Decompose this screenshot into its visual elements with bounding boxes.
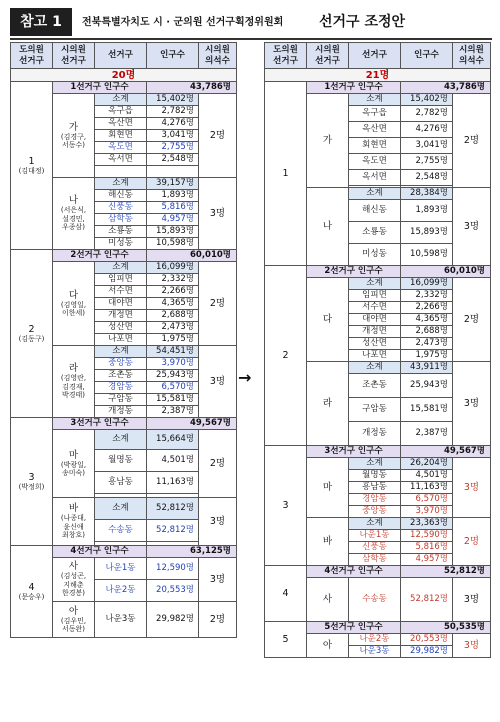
left-da-dong: 나포면 <box>95 334 147 346</box>
right-da-dong: 성산면 <box>349 338 401 350</box>
left-ra-pop: 25,943명 <box>147 370 199 382</box>
right-d4-label: 4선거구 인구수 <box>307 566 401 578</box>
left-ga-subtotal: 15,402명 <box>147 94 199 106</box>
left-da-dong: 성산면 <box>95 322 147 334</box>
left-na-dong: 소룡동 <box>95 226 147 238</box>
left-da-subtotal-label: 소계 <box>95 262 147 274</box>
current-districts-table <box>10 42 237 638</box>
right-da-subtotal-label: 소계 <box>349 278 401 290</box>
left-na-seats: 3명 <box>199 178 237 250</box>
left-na-subtotal: 39,157명 <box>147 178 199 190</box>
right-a-pop: 29,982명 <box>401 646 453 658</box>
right-ma-dong: 경암동 <box>349 494 401 506</box>
left-ga-dong: 옥산면 <box>95 118 147 130</box>
right-da-pop: 4,365명 <box>401 314 453 326</box>
left-ra-subtotal: 54,451명 <box>147 346 199 358</box>
left-ba-subtotal: 52,812명 <box>147 498 199 520</box>
left-gu-sa: 사 (김성곤, 지해춘 한경봉) <box>53 558 95 602</box>
left-ma-subtotal-label: 소계 <box>95 430 147 450</box>
right-gu-na: 나 <box>307 188 349 266</box>
right-a-dong: 나운2동 <box>349 634 401 646</box>
right-ga-dong: 옥도면 <box>349 154 401 170</box>
left-gu-na: 나 (서은식, 설경민, 우종삼) <box>53 178 95 250</box>
right-council-count: 21명 <box>265 69 491 82</box>
right-ga-pop: 4,276명 <box>401 122 453 138</box>
right-ba-subtotal: 23,363명 <box>401 518 453 530</box>
left-ga-pop: 4,276명 <box>147 118 199 130</box>
left-da-dong: 대야면 <box>95 298 147 310</box>
left-na-pop: 1,893명 <box>147 190 199 202</box>
right-ma-pop: 6,570명 <box>401 494 453 506</box>
right-ra-dong: 조촌동 <box>349 374 401 398</box>
left-a-dong: 나운3동 <box>95 602 147 638</box>
right-da-seats: 2명 <box>453 278 491 362</box>
left-na-pop: 4,957명 <box>147 214 199 226</box>
left-na-dong: 미성동 <box>95 238 147 250</box>
right-da-subtotal: 16,099명 <box>401 278 453 290</box>
left-ma-pop: 11,163명 <box>147 472 199 494</box>
col-header-population: 인구수 <box>147 43 199 69</box>
left-d1-label: 1선거구 인구수 <box>53 82 147 94</box>
right-d5-label: 5선거구 인구수 <box>307 622 401 634</box>
left-sa-pop: 20,553명 <box>147 580 199 602</box>
left-table-body <box>11 43 237 638</box>
left-a-pop: 29,982명 <box>147 602 199 638</box>
right-district-4: 4 <box>265 566 307 622</box>
right-gu-a: 아 <box>307 634 349 658</box>
left-gu-ra: 라 (김영란, 김경재, 박경태) <box>53 346 95 418</box>
left-ra-subtotal-label: 소계 <box>95 346 147 358</box>
left-a-seats: 2명 <box>199 602 237 638</box>
col-header-province: 도의원 선거구 <box>11 43 53 69</box>
right-ba-dong: 신풍동 <box>349 542 401 554</box>
right-ra-subtotal-label: 소계 <box>349 362 401 374</box>
right-ba-subtotal-label: 소계 <box>349 518 401 530</box>
right-ma-subtotal-label: 소계 <box>349 458 401 470</box>
left-da-pop: 4,365명 <box>147 298 199 310</box>
right-na-subtotal: 28,384명 <box>401 188 453 200</box>
committee-title: 전북특별자치도 시 · 군의원 선거구획정위원회 <box>82 17 284 28</box>
left-ra-seats: 3명 <box>199 346 237 418</box>
right-district-3: 3 <box>265 446 307 566</box>
right-na-pop: 10,598명 <box>401 244 453 266</box>
right-da-dong: 대야면 <box>349 314 401 326</box>
right-ba-pop: 12,590명 <box>401 530 453 542</box>
right-ma-pop: 3,970명 <box>401 506 453 518</box>
page-header <box>10 8 492 36</box>
left-ra-dong: 경암동 <box>95 382 147 394</box>
left-council-count: 20명 <box>11 69 237 82</box>
right-na-dong: 해신동 <box>349 200 401 222</box>
right-ga-dong: 회현면 <box>349 138 401 154</box>
right-ra-dong: 개정동 <box>349 422 401 446</box>
left-gu-da: 다 (김영일, 이한세) <box>53 262 95 346</box>
left-da-dong: 임피면 <box>95 274 147 286</box>
left-ra-pop: 6,570명 <box>147 382 199 394</box>
right-ga-dong: 옥산면 <box>349 122 401 138</box>
right-na-pop: 15,893명 <box>401 222 453 244</box>
left-na-pop: 5,816명 <box>147 202 199 214</box>
left-ba-pop: 52,812명 <box>147 520 199 542</box>
right-d3-label: 3선거구 인구수 <box>307 446 401 458</box>
col-header-province: 도의원 선거구 <box>265 43 307 69</box>
right-da-pop: 2,688명 <box>401 326 453 338</box>
col-header-seats: 시의원 의석수 <box>199 43 237 69</box>
right-da-dong: 임피면 <box>349 290 401 302</box>
left-da-pop: 2,332명 <box>147 274 199 286</box>
left-ra-pop: 3,970명 <box>147 358 199 370</box>
right-d5-total: 50,535명 <box>401 622 491 634</box>
right-ra-dong: 구암동 <box>349 398 401 422</box>
right-ba-dong: 나운1동 <box>349 530 401 542</box>
right-da-pop: 1,975명 <box>401 350 453 362</box>
right-gu-ba: 바 <box>307 518 349 566</box>
left-ga-dong: 옥도면 <box>95 142 147 154</box>
left-ga-pop: 2,755명 <box>147 142 199 154</box>
left-gu-ma: 마 (박광일, 송미숙) <box>53 430 95 498</box>
left-district-2: 2 (김동구) <box>11 250 53 418</box>
left-da-pop: 1,975명 <box>147 334 199 346</box>
left-d2-total: 60,010명 <box>147 250 237 262</box>
right-d2-label: 2선거구 인구수 <box>307 266 401 278</box>
right-gu-ra: 라 <box>307 362 349 446</box>
right-ga-pop: 2,548명 <box>401 170 453 186</box>
left-na-dong: 신풍동 <box>95 202 147 214</box>
right-d3-total: 49,567명 <box>401 446 491 458</box>
right-da-pop: 2,266명 <box>401 302 453 314</box>
left-ra-dong: 조촌동 <box>95 370 147 382</box>
col-header-district: 선거구 <box>95 43 147 69</box>
left-ra-dong: 구암동 <box>95 394 147 406</box>
proposal-title: 선거구 조정안 <box>319 14 406 30</box>
left-district-3: 3 (박정희) <box>11 418 53 546</box>
reference-badge: 참고 1 <box>10 8 72 36</box>
left-da-dong: 서수면 <box>95 286 147 298</box>
right-sa-seats: 3명 <box>453 578 491 622</box>
left-sa-seats: 3명 <box>199 558 237 602</box>
left-na-subtotal-label: 소계 <box>95 178 147 190</box>
left-ga-dong: 옥구읍 <box>95 106 147 118</box>
col-header-population: 인구수 <box>401 43 453 69</box>
left-da-pop: 2,473명 <box>147 322 199 334</box>
left-d3-total: 49,567명 <box>147 418 237 430</box>
col-header-city: 시의원 선거구 <box>307 43 349 69</box>
left-ga-pop: 2,548명 <box>147 154 199 166</box>
left-ga-dong: 옥서면 <box>95 154 147 166</box>
right-a-pop: 20,553명 <box>401 634 453 646</box>
right-d4-total: 52,812명 <box>401 566 491 578</box>
proposed-districts-table <box>264 42 491 658</box>
right-ga-pop: 2,782명 <box>401 106 453 122</box>
right-ma-subtotal: 26,204명 <box>401 458 453 470</box>
right-d2-total: 60,010명 <box>401 266 491 278</box>
left-d4-total: 63,125명 <box>147 546 237 558</box>
right-d1-total: 43,786명 <box>401 82 491 94</box>
right-ga-seats: 2명 <box>453 94 491 188</box>
left-na-dong: 해신동 <box>95 190 147 202</box>
left-sa-pop: 12,590명 <box>147 558 199 580</box>
left-ra-pop: 2,387명 <box>147 406 199 418</box>
left-d3-label: 3선거구 인구수 <box>53 418 147 430</box>
left-ra-dong: 중앙동 <box>95 358 147 370</box>
col-header-city: 시의원 선거구 <box>53 43 95 69</box>
left-gu-ba: 바 (나종대, 윤신애 최창호) <box>53 498 95 546</box>
left-ma-dong: 흥남동 <box>95 472 147 494</box>
right-a-dong: 나운3동 <box>349 646 401 658</box>
right-na-seats: 3명 <box>453 188 491 266</box>
right-table-body <box>265 43 491 658</box>
left-ga-seats: 2명 <box>199 94 237 178</box>
right-district-5: 5 <box>265 622 307 658</box>
left-na-pop: 15,893명 <box>147 226 199 238</box>
right-ba-pop: 4,957명 <box>401 554 453 566</box>
right-na-pop: 1,893명 <box>401 200 453 222</box>
left-ga-dong: 회현면 <box>95 130 147 142</box>
right-ba-pop: 5,816명 <box>401 542 453 554</box>
left-sa-dong: 나운1동 <box>95 558 147 580</box>
right-d1-label: 1선거구 인구수 <box>307 82 401 94</box>
right-gu-ma: 마 <box>307 458 349 518</box>
right-ma-dong: 흥남동 <box>349 482 401 494</box>
left-district-1: 1 (김대정) <box>11 82 53 250</box>
col-header-seats: 시의원 의석수 <box>453 43 491 69</box>
left-ba-seats: 3명 <box>199 498 237 546</box>
right-ma-seats: 3명 <box>453 458 491 518</box>
right-district-1: 1 <box>265 82 307 266</box>
left-gu-a: 아 (김우민, 서동완) <box>53 602 95 638</box>
left-da-seats: 2명 <box>199 262 237 346</box>
right-ga-pop: 2,755명 <box>401 154 453 170</box>
right-gu-da: 다 <box>307 278 349 362</box>
right-da-dong: 개정면 <box>349 326 401 338</box>
left-d4-label: 4선거구 인구수 <box>53 546 147 558</box>
right-ra-pop: 2,387명 <box>401 422 453 446</box>
arrow-right-icon: → <box>238 368 252 387</box>
left-ma-seats: 2명 <box>199 430 237 498</box>
left-d1-total: 43,786명 <box>147 82 237 94</box>
left-gu-ga: 가 (김경구, 서동수) <box>53 94 95 178</box>
left-ma-pop: 4,501명 <box>147 450 199 472</box>
right-ra-pop: 15,581명 <box>401 398 453 422</box>
left-ma-subtotal: 15,664명 <box>147 430 199 450</box>
right-ma-dong: 중앙동 <box>349 506 401 518</box>
left-na-dong: 삼학동 <box>95 214 147 226</box>
right-ra-seats: 3명 <box>453 362 491 446</box>
left-ba-subtotal-label: 소계 <box>95 498 147 520</box>
right-da-dong: 나포면 <box>349 350 401 362</box>
right-ga-dong: 옥서면 <box>349 170 401 186</box>
col-header-district: 선거구 <box>349 43 401 69</box>
left-da-dong: 개정면 <box>95 310 147 322</box>
left-da-subtotal: 16,099명 <box>147 262 199 274</box>
left-d2-label: 2선거구 인구수 <box>53 250 147 262</box>
right-ra-pop: 25,943명 <box>401 374 453 398</box>
right-da-dong: 서수면 <box>349 302 401 314</box>
left-ga-pop: 3,041명 <box>147 130 199 142</box>
left-da-pop: 2,688명 <box>147 310 199 322</box>
right-a-seats: 3명 <box>453 634 491 658</box>
left-ga-subtotal-label: 소계 <box>95 94 147 106</box>
left-ma-dong: 월명동 <box>95 450 147 472</box>
right-ga-dong: 옥구읍 <box>349 106 401 122</box>
right-da-pop: 2,332명 <box>401 290 453 302</box>
left-ra-dong: 개정동 <box>95 406 147 418</box>
left-ba-dong: 수송동 <box>95 520 147 542</box>
right-ba-seats: 2명 <box>453 518 491 566</box>
right-ra-subtotal: 43,911명 <box>401 362 453 374</box>
right-ga-subtotal: 15,402명 <box>401 94 453 106</box>
right-ga-pop: 3,041명 <box>401 138 453 154</box>
left-ra-pop: 15,581명 <box>147 394 199 406</box>
left-sa-dong: 나운2동 <box>95 580 147 602</box>
left-na-pop: 10,598명 <box>147 238 199 250</box>
right-ga-subtotal-label: 소계 <box>349 94 401 106</box>
left-district-4: 4 (문승우) <box>11 546 53 638</box>
right-da-pop: 2,473명 <box>401 338 453 350</box>
right-sa-pop: 52,812명 <box>401 578 453 622</box>
left-ga-pop: 2,782명 <box>147 106 199 118</box>
right-ma-dong: 월명동 <box>349 470 401 482</box>
right-ma-pop: 11,163명 <box>401 482 453 494</box>
right-gu-sa: 사 <box>307 578 349 622</box>
right-na-dong: 미성동 <box>349 244 401 266</box>
header-rule <box>10 38 492 40</box>
right-gu-ga: 가 <box>307 94 349 188</box>
right-ba-dong: 삼학동 <box>349 554 401 566</box>
right-district-2: 2 <box>265 266 307 446</box>
right-na-subtotal-label: 소계 <box>349 188 401 200</box>
right-ma-pop: 4,501명 <box>401 470 453 482</box>
right-na-dong: 소룡동 <box>349 222 401 244</box>
right-sa-dong: 수송동 <box>349 578 401 622</box>
left-da-pop: 2,266명 <box>147 286 199 298</box>
